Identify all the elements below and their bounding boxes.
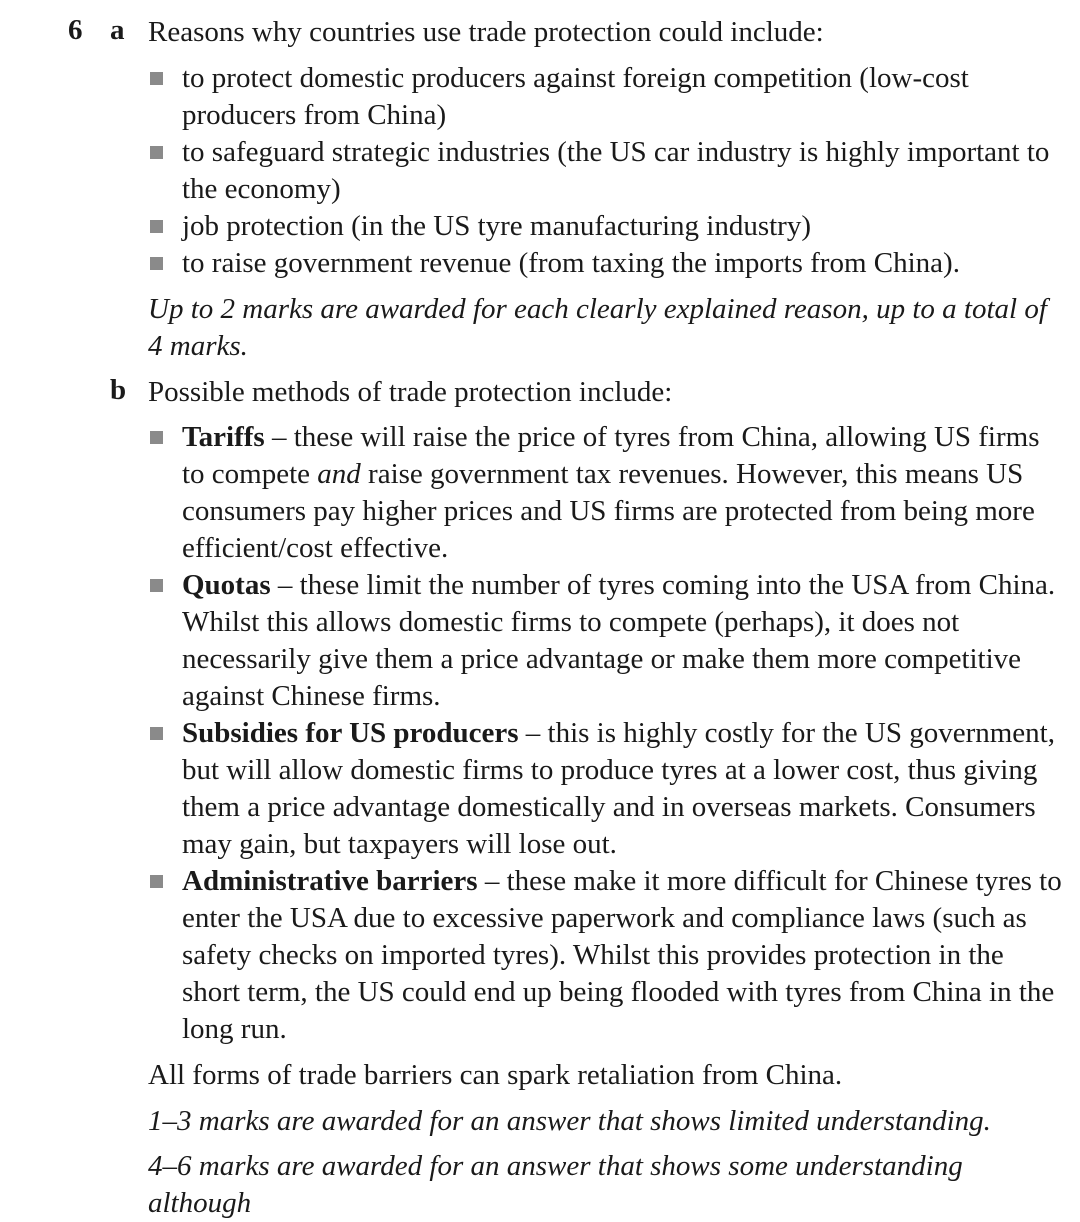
method-emphasis: and [317,458,361,490]
square-bullet-icon [150,72,163,85]
square-bullet-icon [150,146,163,159]
part-a-marking-note: Up to 2 marks are awarded for each clearly explained reason, up to a total of 4 marks. [148,293,1047,362]
list-item [148,60,1063,134]
method-text: – this is highly costly for the US government, but will allow domestic firms to produce tyres at a lower cost, thus giving them a price advantage domestically and in overseas markets. Consumers may gain, but taxpayers will lose out. [182,717,1055,860]
method-term: Tariffs [182,421,265,453]
square-bullet-icon [150,727,163,740]
square-bullet-icon [150,257,163,270]
part-b-marking-note-2: 4–6 marks are awarded for an answer that shows some understanding although [148,1150,963,1219]
list-item [148,863,1063,1048]
part-b-marking-note-1: 1–3 marks are awarded for an answer that shows limited understanding. [148,1105,991,1137]
part-b-methods-list [148,419,1063,1048]
list-item [148,245,1063,282]
list-item [148,715,1063,863]
part-a-intro: Reasons why countries use trade protection could include: [148,16,824,48]
part-a-label: a [110,14,125,46]
square-bullet-icon [150,431,163,444]
method-text: raise government tax revenues. However, this means US consumers pay higher prices and US firms are protected from being more efficient/cost effective. [182,458,1035,564]
question-number: 6 [68,14,83,46]
list-item [148,567,1063,715]
method-text: – these limit the number of tyres coming into the USA from China. Whilst this allows domestic firms to compete (perhaps), it does not necessarily give them a price advantage or make them more competitive against Chinese firms. [182,569,1056,712]
reason-text: to protect domestic producers against foreign competition (low-cost producers from China) [182,62,969,131]
method-term: Quotas [182,569,271,601]
method-term: Subsidies for US producers [182,717,519,749]
method-text: – these will raise the price of tyres from China, allowing US firms to compete [182,421,1040,490]
list-item [148,134,1063,208]
part-b-intro: Possible methods of trade protection include: [148,376,673,408]
reason-text: job protection (in the US tyre manufacturing industry) [182,210,811,242]
part-b-summary: All forms of trade barriers can spark retaliation from China. [148,1059,843,1091]
reason-text: to safeguard strategic industries (the US car industry is highly important to the economy) [182,136,1050,205]
list-item [148,419,1063,567]
method-text: – these make it more difficult for Chinese tyres to enter the USA due to excessive paperwork and compliance laws (such as safety checks on imported tyres). Whilst this provides protection in the short term, the US could end up being flooded with tyres from China in the long run. [182,865,1062,1045]
part-b-label: b [110,374,127,406]
square-bullet-icon [150,875,163,888]
part-a-reasons-list [148,60,1063,282]
method-term: Administrative barriers [182,865,478,897]
list-item [148,208,1063,245]
square-bullet-icon [150,220,163,233]
square-bullet-icon [150,579,163,592]
reason-text: to raise government revenue (from taxing the imports from China). [182,247,960,279]
